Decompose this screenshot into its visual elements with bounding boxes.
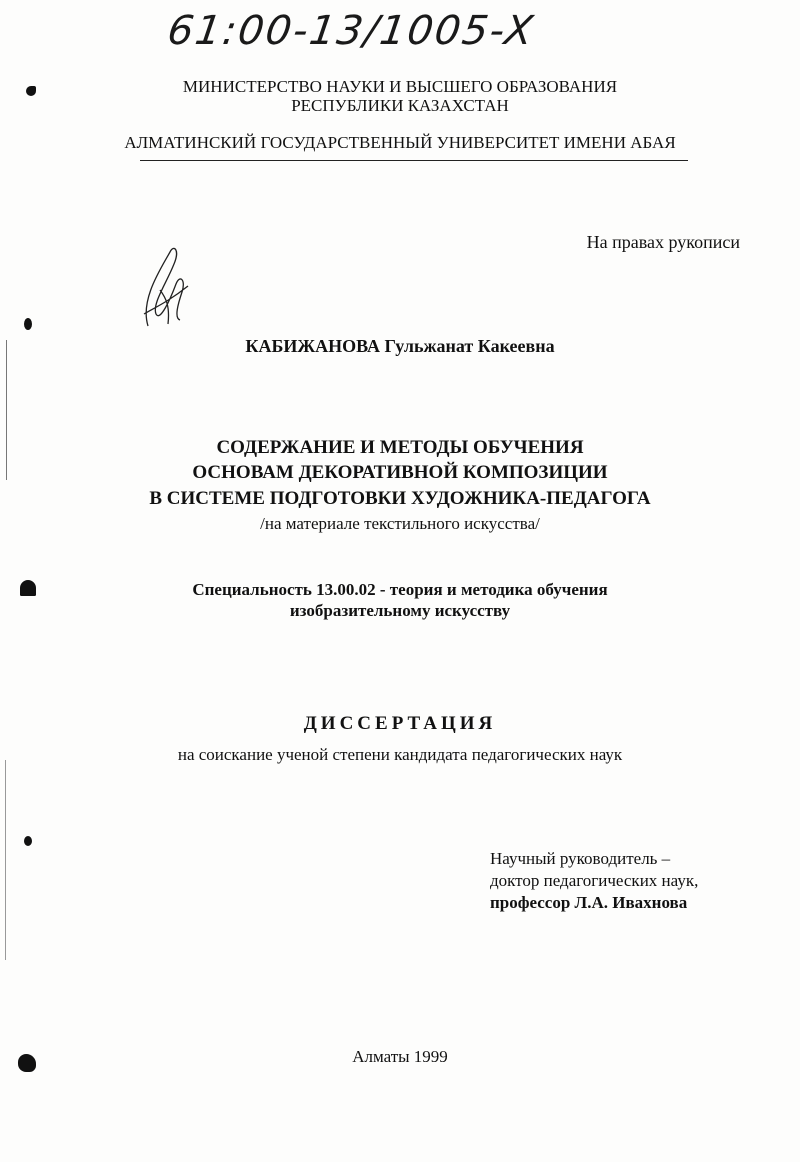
supervisor-line-3: профессор Л.А. Ивахнова: [490, 893, 688, 912]
supervisor-block: [490, 848, 698, 914]
title-line-2: ОСНОВАМ ДЕКОРАТИВНОЙ КОМПОЗИЦИИ: [192, 462, 608, 483]
republic-name: РЕСПУБЛИКИ КАЗАХСТАН: [291, 96, 509, 115]
rights-note: На правах рукописи: [586, 232, 740, 252]
university-name: АЛМАТИНСКИЙ ГОСУДАРСТВЕННЫЙ УНИВЕРСИТЕТ ИМЕНИ АБАЯ: [124, 133, 676, 152]
scan-edge-line: [6, 340, 7, 480]
author-name: КАБИЖАНОВА Гульжанат Какеевна: [245, 336, 555, 356]
document-type: ДИССЕРТАЦИЯ: [303, 713, 497, 734]
title-line-3: В СИСТЕМЕ ПОДГОТОВКИ ХУДОЖНИКА-ПЕДАГОГА: [149, 488, 651, 509]
ministry-name: МИНИСТЕРСТВО НАУКИ И ВЫСШЕГО ОБРАЗОВАНИЯ: [182, 77, 618, 96]
supervisor-line-2: доктор педагогических наук,: [490, 871, 699, 890]
archive-number: 61:00-13/1005-X: [164, 8, 538, 54]
city-year: Алматы 1999: [352, 1047, 448, 1066]
scan-mark: [24, 318, 32, 330]
header-divider: [140, 160, 688, 161]
specialty-line-1: Специальность 13.00.02 - теория и методика обучения: [192, 580, 608, 599]
degree-line: на соискание ученой степени кандидата педагогических наук: [177, 745, 623, 764]
title-line-1: СОДЕРЖАНИЕ И МЕТОДЫ ОБУЧЕНИЯ: [216, 437, 584, 458]
specialty-line-2: изобразительному искусству: [289, 601, 511, 620]
scan-edge-line: [5, 760, 6, 960]
supervisor-line-1: Научный руководитель –: [490, 849, 671, 868]
title-subtitle: /на материале текстильного искусства/: [260, 514, 540, 533]
signature: [130, 240, 200, 335]
scan-mark: [24, 836, 32, 846]
